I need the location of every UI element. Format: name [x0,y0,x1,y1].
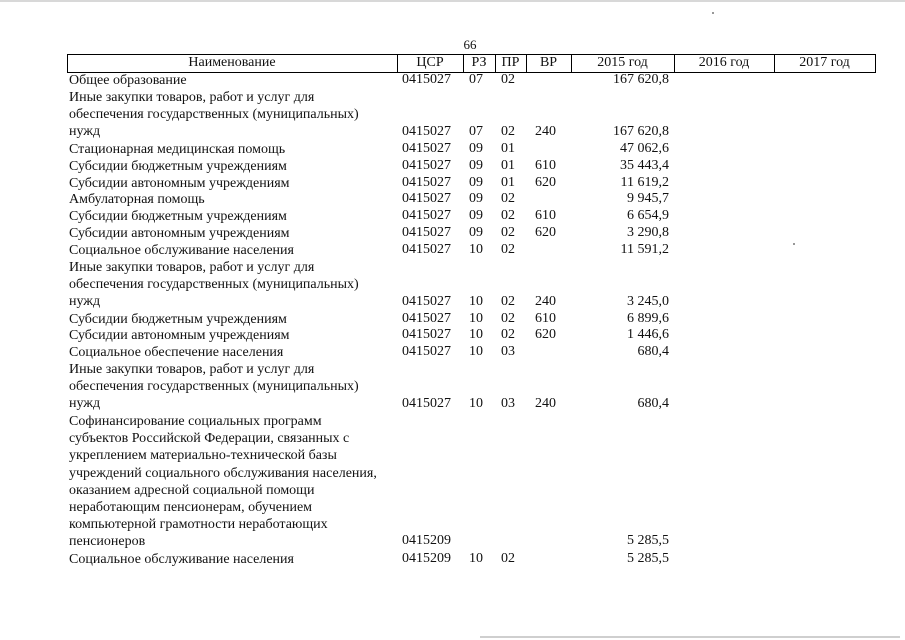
row-rz: 10 [469,293,483,309]
table-row [67,225,876,242]
row-csr: 0415027 [402,124,451,139]
scan-speck [712,12,714,14]
row-2015: 11 591,2 [620,241,669,257]
row-pr: 03 [501,395,515,411]
row-rz: 10 [469,344,483,360]
row-2015: 167 620,8 [613,124,669,139]
row-2015: 5 285,5 [627,532,669,548]
row-vr: 620 [535,327,556,343]
row-rz: 09 [469,174,483,190]
row-name: Субсидии бюджетным учреждениям [69,209,287,225]
table-row [67,242,876,259]
table-row [67,208,876,225]
row-pr: 02 [501,191,515,207]
row-name: Социальное обеспечение населения [69,345,284,361]
table-body [67,72,876,568]
row-vr: 610 [535,157,556,173]
row-vr: 240 [535,293,556,309]
header-divider [875,54,876,72]
row-csr: 0415027 [402,224,451,240]
row-name: Иные закупки товаров, работ и услуг для обеспечения государственных (муниципальных) нужд [69,259,359,309]
row-2015: 5 285,5 [627,550,669,566]
header-2015: 2015 год [597,55,648,70]
row-rz: 09 [469,191,483,207]
row-2015: 3 245,0 [627,293,669,309]
row-pr: 02 [501,550,515,566]
row-name: Стационарная медицинская помощь [69,142,286,157]
row-pr: 02 [501,241,515,257]
row-name: Социальное обслуживание населения [69,551,294,567]
row-csr: 0415027 [402,344,451,360]
row-2015: 167 620,8 [613,72,669,87]
table-row [67,413,876,551]
header-vr: ВР [539,55,558,70]
table-row [67,361,876,413]
row-rz: 09 [469,141,483,156]
table-row [67,141,876,158]
table-row [67,89,876,141]
row-pr: 02 [501,72,515,87]
header-pr: ПР [501,55,520,70]
row-name: Общее образование [69,73,187,88]
row-pr: 02 [501,224,515,240]
row-pr: 01 [501,141,515,156]
row-name: Иные закупки товаров, работ и услуг для обеспечения государственных (муниципальных) нужд [69,361,359,412]
row-2015: 6 654,9 [627,208,669,224]
row-name: Субсидии автономным учреждениям [69,328,290,344]
row-rz: 10 [469,550,483,566]
row-2015: 9 945,7 [627,191,669,207]
header-csr: ЦСР [416,55,444,70]
row-rz: 09 [469,208,483,224]
row-2015: 3 290,8 [627,224,669,240]
row-rz: 10 [469,395,483,411]
row-pr: 02 [501,124,515,139]
row-rz: 10 [469,310,483,326]
row-pr: 01 [501,157,515,173]
row-2015: 47 062,6 [620,141,669,156]
scan-edge-bottom [480,636,900,638]
row-pr: 02 [501,327,515,343]
row-csr: 0415027 [402,395,451,411]
row-rz: 09 [469,224,483,240]
row-name: Социальное обслуживание населения [69,242,294,258]
row-pr: 02 [501,310,515,326]
row-name: Амбулаторная помощь [69,192,205,208]
table-row [67,311,876,328]
row-rz: 10 [469,327,483,343]
row-2015: 1 446,6 [627,327,669,343]
row-2015: 35 443,4 [620,157,669,173]
row-name: Субсидии бюджетным учреждениям [69,158,287,174]
row-rz: 10 [469,241,483,257]
row-rz: 07 [469,124,483,139]
row-name: Субсидии автономным учреждениям [69,175,290,191]
row-name: Субсидии автономным учреждениям [69,225,290,241]
table-row [67,175,876,192]
row-csr: 0415027 [402,293,451,309]
row-name: Субсидии бюджетным учреждениям [69,311,287,327]
table-row [67,191,876,208]
row-rz: 09 [469,157,483,173]
row-rz: 07 [469,72,483,87]
table-row [67,158,876,175]
row-name: Иные закупки товаров, работ и услуг для обеспечения государственных (муниципальных) нужд [69,90,359,140]
row-2015: 11 619,2 [620,174,669,190]
table-row [67,72,876,89]
header-rz: РЗ [471,55,487,70]
row-csr: 0415027 [402,72,451,87]
row-vr: 620 [535,224,556,240]
row-csr: 0415209 [402,550,451,566]
scan-edge-top [0,0,905,2]
row-csr: 0415027 [402,157,451,173]
table-row [67,344,876,361]
row-name: Софинансирование социальных программ субъектов Российской Федерации, связанных с укреплением материально-технической базы учреждений социального обслуживания населения, оказанием адресной социальной помощи неработающим пенсионерам, обучением компьютерной грамотности неработающих пенсионеров [69,413,377,550]
row-pr: 01 [501,174,515,190]
table-row [67,259,876,311]
row-pr: 02 [501,293,515,309]
header-2016: 2016 год [698,55,750,70]
header-name: Наименование [188,55,276,70]
table-row [67,327,876,344]
row-csr: 0415027 [402,174,451,190]
row-vr: 240 [535,124,556,139]
row-vr: 610 [535,208,556,224]
row-vr: 240 [535,395,556,411]
row-vr: 620 [535,174,556,190]
page-number: 66 [463,37,477,52]
row-csr: 0415027 [402,191,451,207]
row-csr: 0415027 [402,310,451,326]
row-pr: 03 [501,344,515,360]
table-row [67,551,876,568]
row-2015: 6 899,6 [627,310,669,326]
row-2015: 680,4 [637,395,669,411]
row-csr: 0415027 [402,327,451,343]
row-2015: 680,4 [637,344,669,360]
row-csr: 0415209 [402,532,451,548]
row-pr: 02 [501,208,515,224]
row-vr: 610 [535,310,556,326]
row-csr: 0415027 [402,241,451,257]
row-csr: 0415027 [402,141,451,156]
row-csr: 0415027 [402,208,451,224]
header-2017: 2017 год [799,55,850,70]
